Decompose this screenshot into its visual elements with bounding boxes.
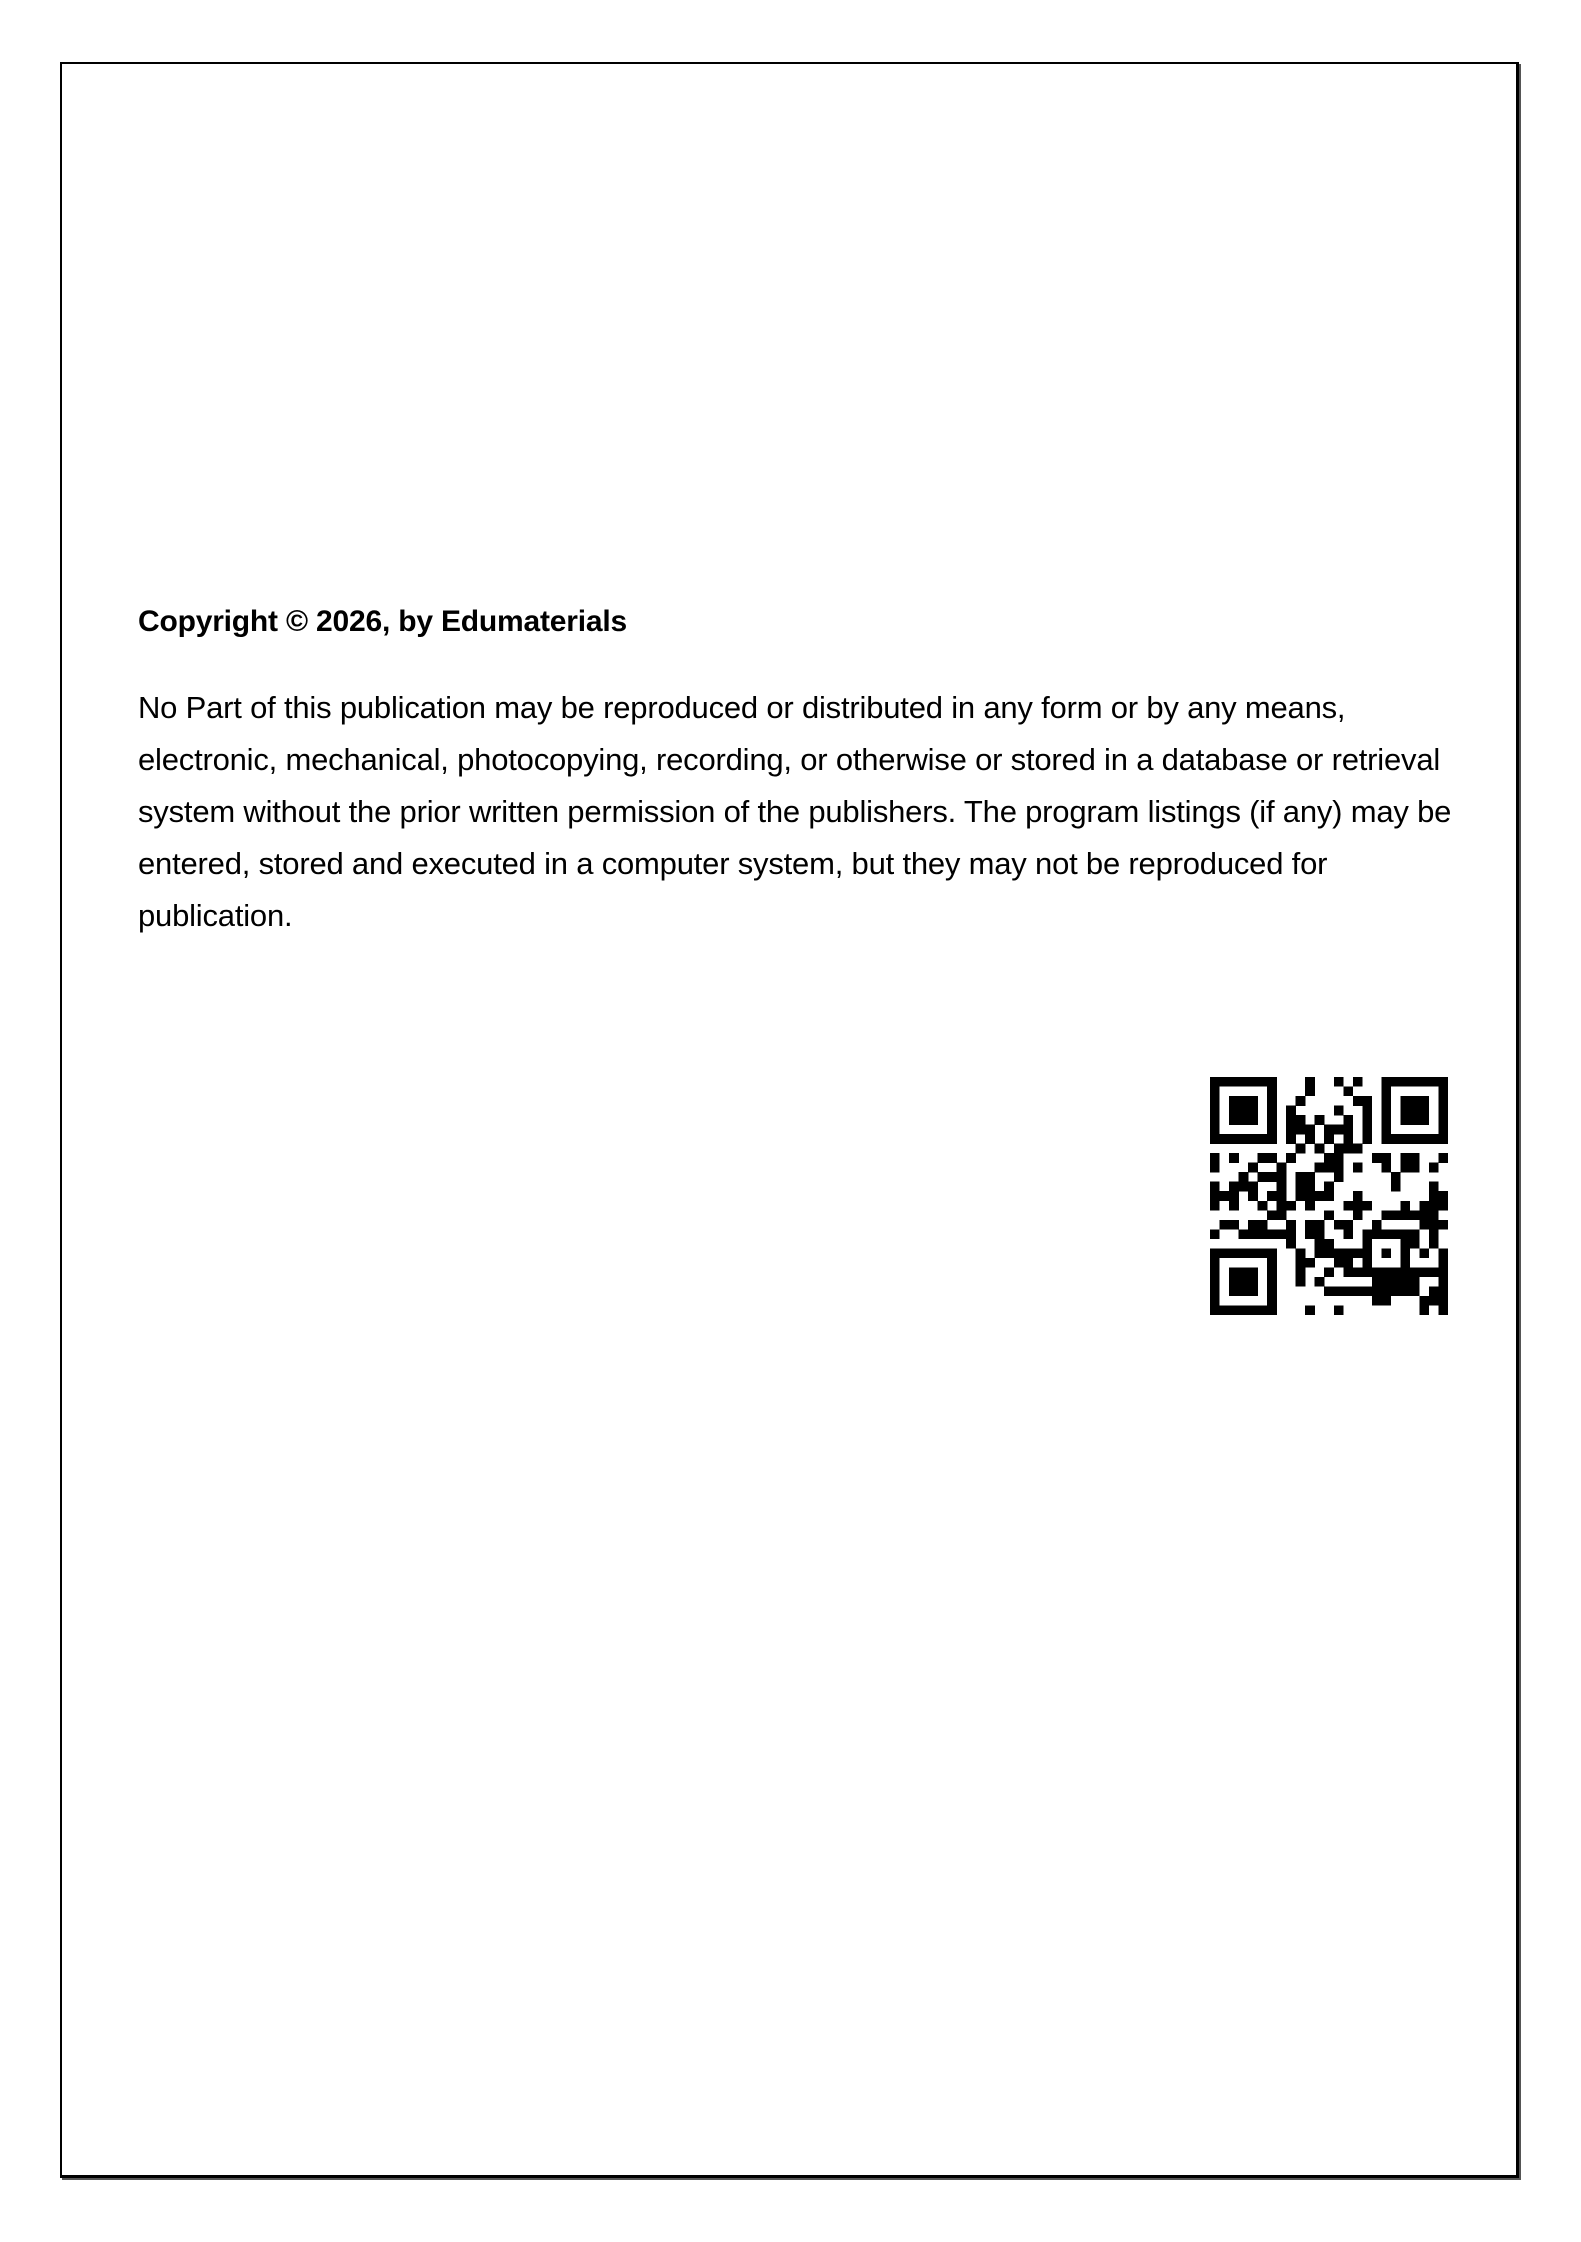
copyright-heading: Copyright © 2026, by Edumaterials [138,605,627,638]
qr-code-icon [1210,1077,1448,1315]
copyright-notice: No Part of this publication may be reproduced or distributed in any form or by any means, electronic, mechanical, photocopying, recording, or otherwise or stored in a database or retrieval system without the prior written permission of the publishers. The program listings (if any) may be entered, stored and executed in a computer system, but they may not be reproduced for publication. [138,690,1452,933]
